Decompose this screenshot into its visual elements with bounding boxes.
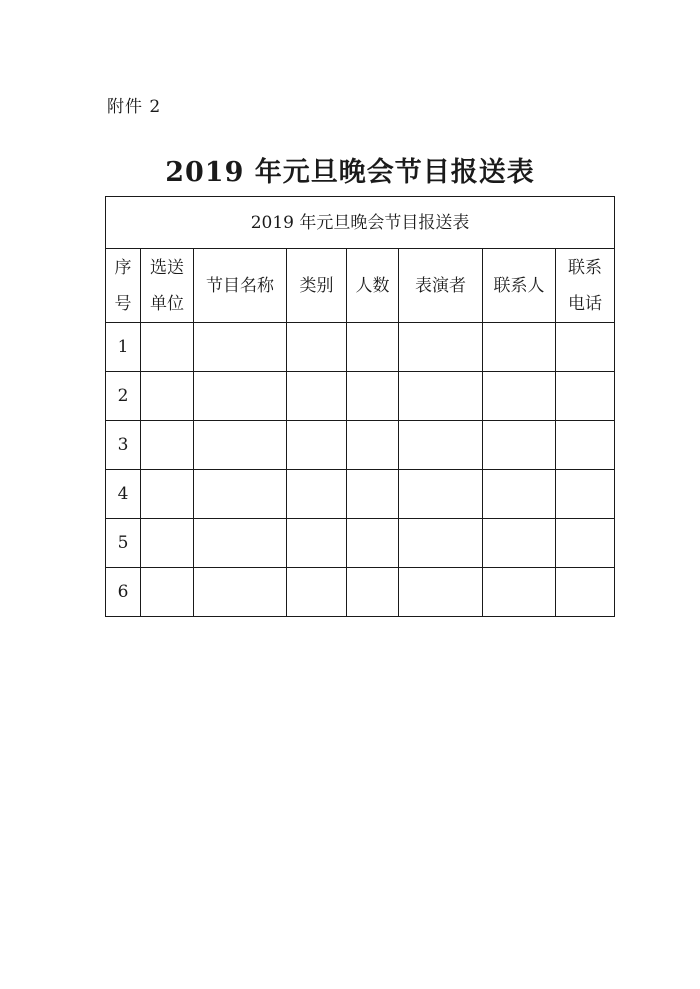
table-row: [106, 421, 615, 470]
cell-headcount[interactable]: [347, 421, 399, 470]
table-row: [106, 323, 615, 372]
cell-program-name[interactable]: [194, 421, 287, 470]
header-seq-line2: 号: [114, 293, 132, 314]
header-seq: [106, 249, 141, 323]
header-phone: [556, 249, 615, 323]
cell-phone[interactable]: [556, 568, 615, 617]
header-unit-line1: 选送: [150, 257, 184, 278]
header-phone-line2: 电话: [568, 293, 603, 314]
cell-unit[interactable]: [141, 372, 194, 421]
cell-program-name[interactable]: [194, 372, 287, 421]
cell-contact[interactable]: [483, 519, 556, 568]
cell-seq: 4: [106, 470, 141, 519]
table-caption-row: [106, 197, 615, 249]
header-performer: 表演者: [399, 249, 483, 323]
cell-program-name[interactable]: [194, 323, 287, 372]
header-phone-line1: 联系: [568, 257, 603, 278]
cell-performer[interactable]: [399, 568, 483, 617]
cell-performer[interactable]: [399, 421, 483, 470]
cell-unit[interactable]: [141, 519, 194, 568]
table-row: [106, 372, 615, 421]
cell-headcount[interactable]: [347, 568, 399, 617]
cell-phone[interactable]: [556, 519, 615, 568]
cell-seq: 1: [106, 323, 141, 372]
cell-seq: 6: [106, 568, 141, 617]
header-contact: 联系人: [483, 249, 556, 323]
cell-performer[interactable]: [399, 372, 483, 421]
header-category: 类别: [287, 249, 347, 323]
cell-contact[interactable]: [483, 372, 556, 421]
table-body: [106, 323, 615, 617]
cell-unit[interactable]: [141, 568, 194, 617]
cell-category[interactable]: [287, 568, 347, 617]
cell-seq: 5: [106, 519, 141, 568]
header-program-name: 节目名称: [194, 249, 287, 323]
program-submission-table: [105, 196, 615, 617]
cell-phone[interactable]: [556, 323, 615, 372]
cell-performer[interactable]: [399, 519, 483, 568]
cell-headcount[interactable]: [347, 470, 399, 519]
cell-contact[interactable]: [483, 421, 556, 470]
table-header-row: [106, 249, 615, 323]
cell-contact[interactable]: [483, 323, 556, 372]
header-unit: [141, 249, 194, 323]
cell-performer[interactable]: [399, 323, 483, 372]
cell-unit[interactable]: [141, 323, 194, 372]
cell-category[interactable]: [287, 470, 347, 519]
header-seq-line1: 序: [114, 257, 132, 278]
cell-performer[interactable]: [399, 470, 483, 519]
table-caption: 2019 年元旦晚会节目报送表: [106, 197, 615, 249]
cell-category[interactable]: [287, 323, 347, 372]
cell-phone[interactable]: [556, 470, 615, 519]
table-row: [106, 470, 615, 519]
table-row: [106, 519, 615, 568]
cell-phone[interactable]: [556, 421, 615, 470]
cell-category[interactable]: [287, 519, 347, 568]
cell-headcount[interactable]: [347, 519, 399, 568]
cell-contact[interactable]: [483, 470, 556, 519]
header-unit-line2: 单位: [150, 293, 184, 314]
cell-headcount[interactable]: [347, 323, 399, 372]
cell-seq: 3: [106, 421, 141, 470]
cell-unit[interactable]: [141, 470, 194, 519]
cell-phone[interactable]: [556, 372, 615, 421]
cell-program-name[interactable]: [194, 519, 287, 568]
cell-category[interactable]: [287, 421, 347, 470]
document-title: 2019 年元旦晚会节目报送表: [165, 157, 535, 188]
header-headcount: 人数: [347, 249, 399, 323]
table-row: [106, 568, 615, 617]
attachment-label: 附件 2: [107, 97, 162, 117]
cell-unit[interactable]: [141, 421, 194, 470]
cell-headcount[interactable]: [347, 372, 399, 421]
cell-seq: 2: [106, 372, 141, 421]
cell-category[interactable]: [287, 372, 347, 421]
cell-program-name[interactable]: [194, 470, 287, 519]
cell-contact[interactable]: [483, 568, 556, 617]
cell-program-name[interactable]: [194, 568, 287, 617]
